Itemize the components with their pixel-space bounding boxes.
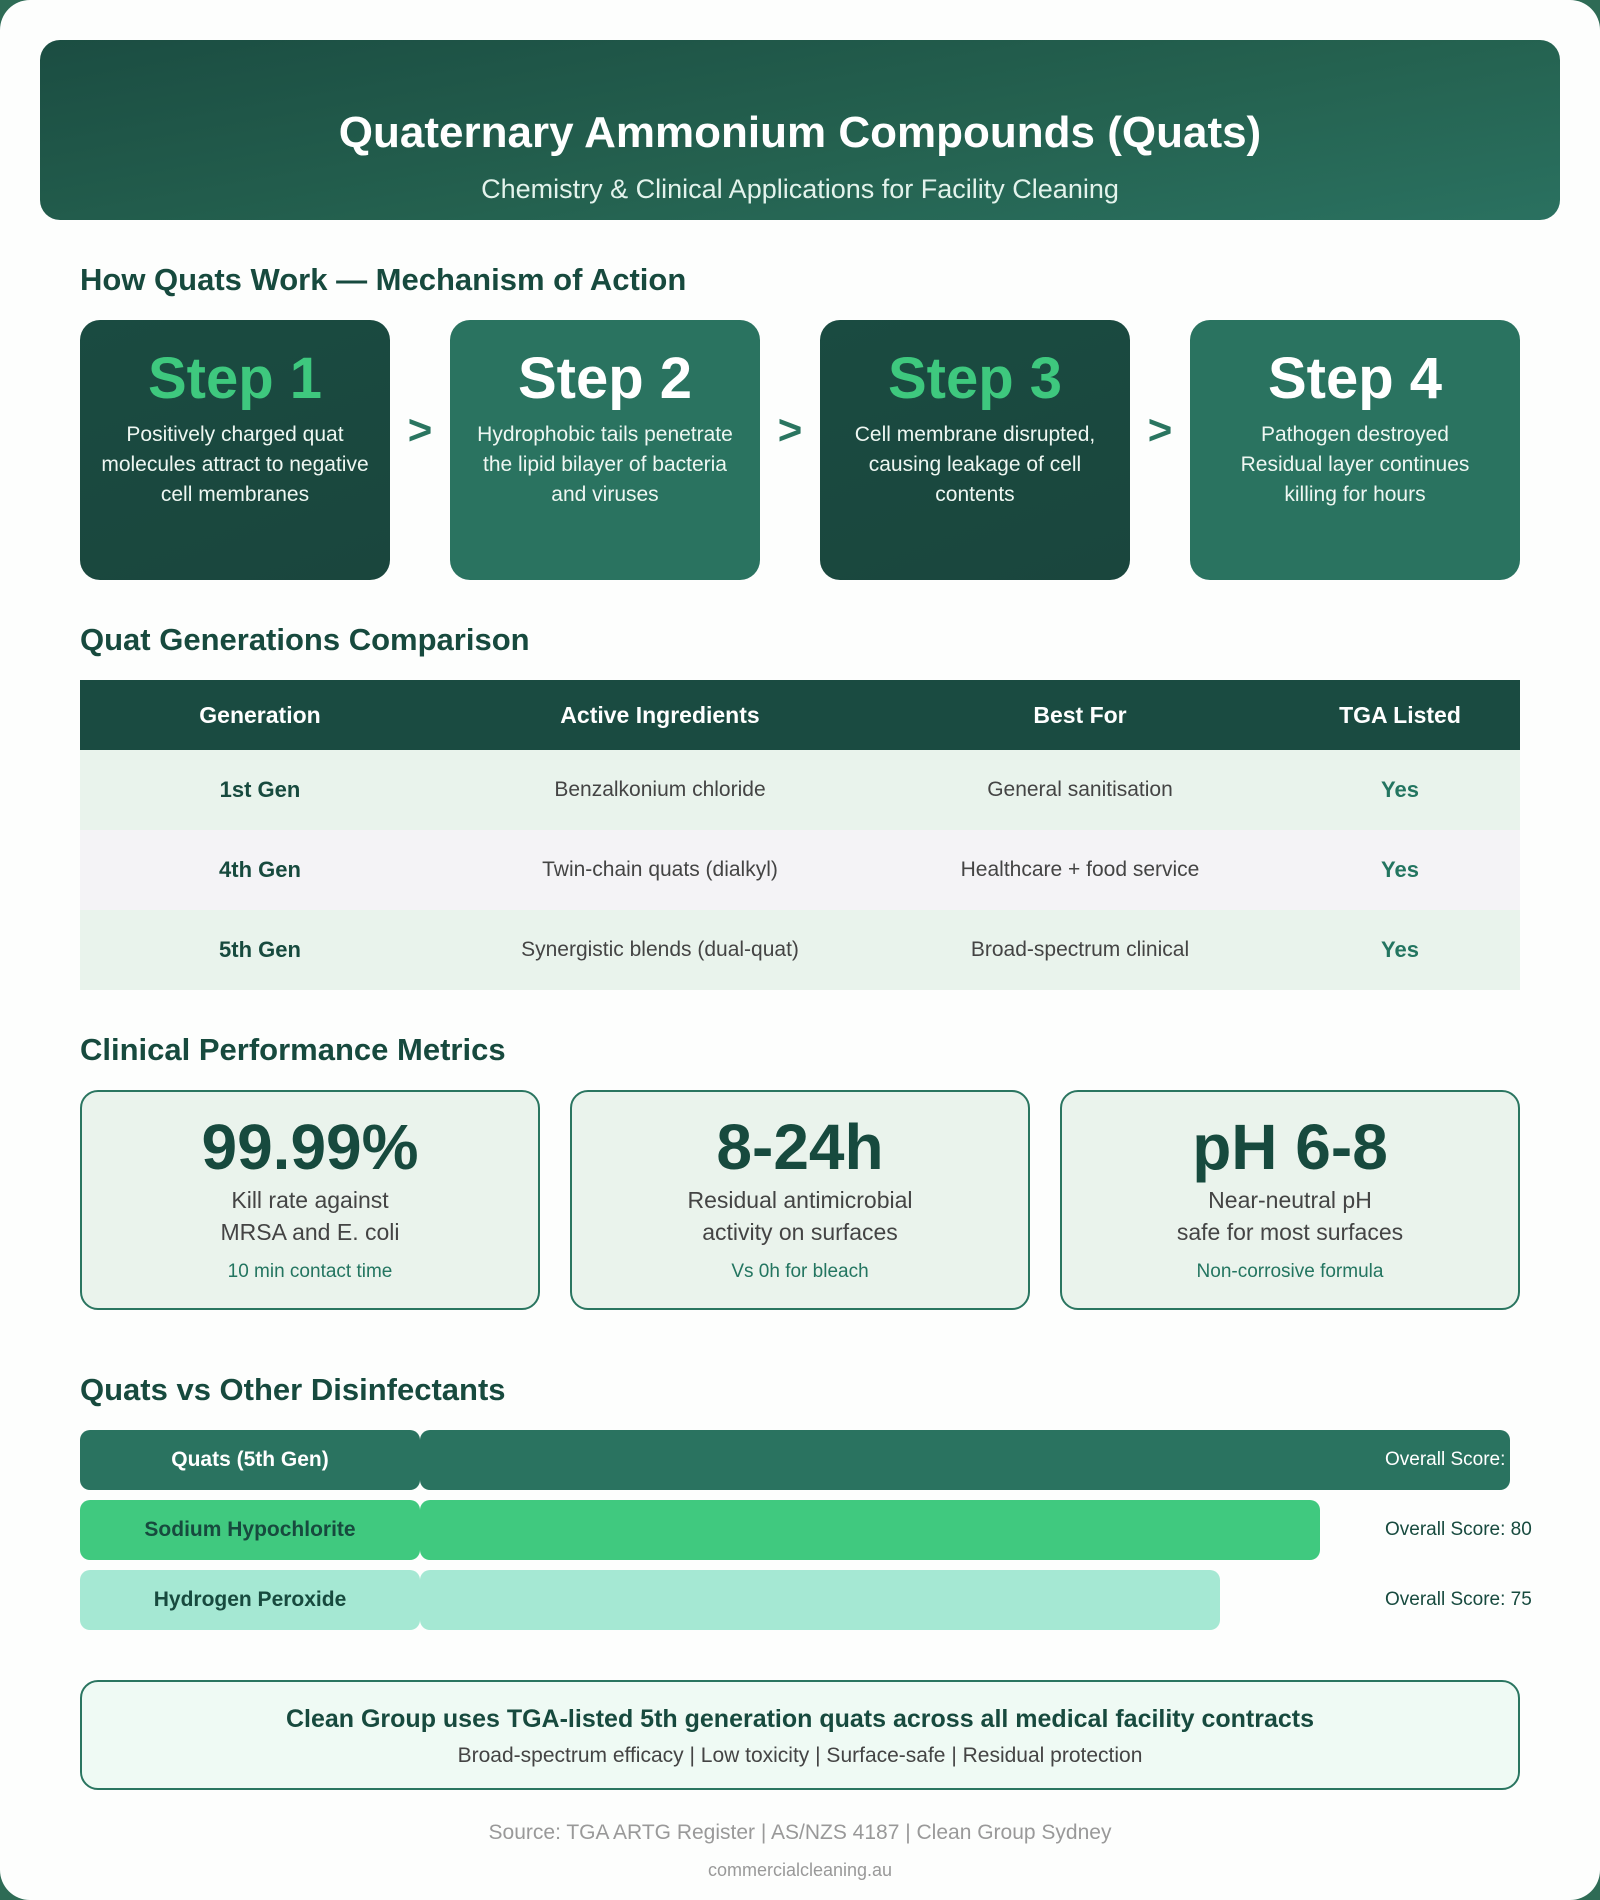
metric-note: 10 min contact time bbox=[227, 1261, 393, 1282]
callout-box bbox=[80, 1680, 1520, 1790]
step-card-3 bbox=[820, 320, 1130, 580]
footer-source: Source: TGA ARTG Register | AS/NZS 4187 | Clean Group Sydney bbox=[488, 1821, 1112, 1844]
page-title: Quaternary Ammonium Compounds (Quats) bbox=[338, 108, 1262, 157]
generations-table bbox=[80, 680, 1520, 990]
metric-description bbox=[92, 1184, 528, 1248]
metric-note: Non-corrosive formula bbox=[1196, 1261, 1384, 1282]
metric-description-line: MRSA and E. coli bbox=[220, 1219, 400, 1245]
header-banner bbox=[40, 40, 1560, 220]
metric-description bbox=[1072, 1184, 1508, 1248]
ingredients-cell: Synergistic blends (dual-quat) bbox=[440, 910, 880, 990]
bar-score: Overall Score: 75 bbox=[1385, 1589, 1532, 1610]
metric-value: 8-24h bbox=[716, 1111, 884, 1183]
page-subtitle: Chemistry & Clinical Applications for Facility Cleaning bbox=[481, 174, 1119, 204]
best-for-cell: Healthcare + food service bbox=[880, 830, 1280, 910]
chevron-right-icon: > bbox=[777, 406, 803, 453]
step-description: Hydrophobic tails penetrate the lipid bilayer of bacteria and viruses bbox=[477, 423, 733, 506]
generations-heading: Quat Generations Comparison bbox=[80, 622, 530, 657]
comparison-heading: Quats vs Other Disinfectants bbox=[80, 1372, 506, 1407]
tga-listed-cell: Yes bbox=[1280, 830, 1520, 910]
metric-value: pH 6-8 bbox=[1192, 1111, 1388, 1183]
generation-cell: 5th Gen bbox=[80, 910, 440, 990]
bar-row-hydrogen-peroxide bbox=[80, 1570, 1600, 1630]
metric-card-ph bbox=[1060, 1090, 1520, 1310]
bar-score-clip bbox=[80, 1430, 1590, 1490]
bar-score: Overall Score: 80 bbox=[1385, 1519, 1532, 1540]
table-row bbox=[80, 750, 1520, 830]
generation-cell: 4th Gen bbox=[80, 830, 440, 910]
step-card-2 bbox=[450, 320, 760, 580]
bar-fill bbox=[420, 1570, 1220, 1630]
step-title: Step 1 bbox=[147, 346, 323, 411]
column-header-best-for: Best For bbox=[880, 680, 1280, 750]
bar-score: Overall Score: bbox=[1385, 1449, 1506, 1470]
metrics-heading: Clinical Performance Metrics bbox=[80, 1032, 506, 1067]
column-header-ingredients: Active Ingredients bbox=[440, 680, 880, 750]
ingredients-cell: Benzalkonium chloride bbox=[440, 750, 880, 830]
table-row bbox=[80, 830, 1520, 910]
chevron-right-icon: > bbox=[1147, 406, 1173, 453]
tga-listed-cell: Yes bbox=[1280, 910, 1520, 990]
column-header-tga-listed: TGA Listed bbox=[1280, 680, 1520, 750]
bar-label: Sodium Hypochlorite bbox=[80, 1500, 420, 1560]
chevron-right-icon: > bbox=[407, 406, 433, 453]
step-card-4 bbox=[1190, 320, 1520, 580]
step-title: Step 3 bbox=[887, 346, 1063, 411]
metric-description bbox=[582, 1184, 1018, 1248]
metric-card-residual bbox=[570, 1090, 1030, 1310]
bar-fill bbox=[420, 1500, 1320, 1560]
step-card-1 bbox=[80, 320, 390, 580]
step-title: Step 2 bbox=[517, 346, 693, 411]
step-description: Cell membrane disrupted, causing leakage of cell contents bbox=[854, 423, 1096, 506]
callout-title: Clean Group uses TGA-listed 5th generation quats across all medical facility contracts bbox=[285, 1705, 1315, 1733]
metric-description-line: safe for most surfaces bbox=[1176, 1219, 1404, 1245]
metric-card-kill-rate bbox=[80, 1090, 540, 1310]
metric-note: Vs 0h for bleach bbox=[731, 1261, 869, 1282]
bar-row-quats bbox=[80, 1430, 1600, 1490]
step-description: Positively charged quat molecules attract to negative cell membranes bbox=[101, 423, 369, 506]
table-header-row bbox=[80, 680, 1520, 750]
bar-row-sodium-hypochlorite bbox=[80, 1500, 1600, 1560]
mechanism-heading: How Quats Work — Mechanism of Action bbox=[80, 262, 687, 297]
bar-label: Quats (5th Gen) bbox=[80, 1430, 420, 1490]
metric-description-line: Residual antimicrobial bbox=[687, 1187, 913, 1213]
generation-cell: 1st Gen bbox=[80, 750, 440, 830]
footer-url: commercialcleaning.au bbox=[707, 1860, 893, 1880]
callout-subtitle: Broad-spectrum efficacy | Low toxicity | Surface-safe | Residual protection bbox=[457, 1744, 1143, 1767]
metric-description-line: activity on surfaces bbox=[702, 1219, 898, 1245]
table-row bbox=[80, 910, 1520, 990]
step-title: Step 4 bbox=[1267, 346, 1443, 411]
metric-value: 99.99% bbox=[201, 1111, 419, 1183]
ingredients-cell: Twin-chain quats (dialkyl) bbox=[440, 830, 880, 910]
best-for-cell: Broad-spectrum clinical bbox=[880, 910, 1280, 990]
metric-description-line: Near-neutral pH bbox=[1208, 1187, 1372, 1213]
best-for-cell: General sanitisation bbox=[880, 750, 1280, 830]
column-header-generation: Generation bbox=[80, 680, 440, 750]
bar-label: Hydrogen Peroxide bbox=[80, 1570, 420, 1630]
step-description: Pathogen destroyed Residual layer continues killing for hours bbox=[1240, 423, 1470, 506]
tga-listed-cell: Yes bbox=[1280, 750, 1520, 830]
metric-description-line: Kill rate against bbox=[231, 1187, 389, 1213]
